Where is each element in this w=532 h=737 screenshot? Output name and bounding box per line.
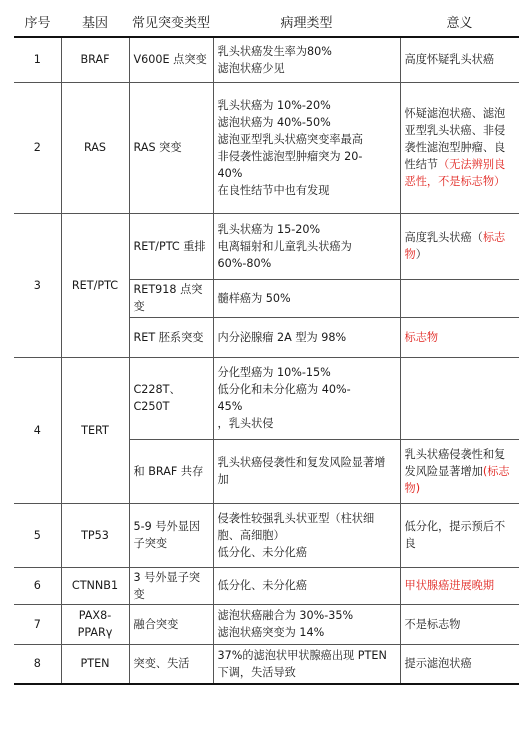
header-significance: 意义 — [400, 7, 519, 37]
pathology-cell — [213, 213, 400, 279]
header-mutation-type: 常见突变类型 — [129, 7, 213, 37]
pathology-line: 滤泡状癌少见 — [217, 61, 285, 75]
pathology-line: 乳头状癌侵袭性和复发风险显著增加 — [217, 456, 386, 486]
significance-cell: 不是标志物 — [400, 604, 519, 644]
row-number: 8 — [14, 644, 61, 684]
significance-text: 怀疑滤泡状癌、滤泡亚型乳头状癌、非侵袭性滤泡型肿瘤、良性结节 — [404, 107, 506, 171]
pathology-cell — [213, 644, 400, 684]
table-row — [14, 82, 519, 213]
significance-marker: 标志物 — [404, 231, 506, 261]
gene-cell: TERT — [61, 357, 129, 503]
mutation-cell: RET918 点突变 — [129, 279, 213, 317]
mutation-cell: 和 BRAF 共存 — [129, 439, 213, 503]
gene-cell: TP53 — [61, 503, 129, 567]
table-row — [14, 644, 519, 684]
pathology-cell — [213, 37, 400, 82]
pathology-line: 60%-80% — [217, 256, 272, 270]
table-row — [14, 357, 519, 439]
significance-cell: 高度怀疑乳头状癌 — [400, 37, 519, 82]
pathology-cell — [213, 567, 400, 604]
significance-marker: 甲状腺癌进展晚期 — [404, 579, 495, 592]
table-row — [14, 213, 519, 279]
pathology-cell — [213, 503, 400, 567]
row-number: 1 — [14, 37, 61, 82]
table-row — [14, 604, 519, 644]
header-number: 序号 — [14, 7, 61, 37]
mutation-cell: 5-9 号外显因子突变 — [129, 503, 213, 567]
significance-note: （无法辨别良恶性，不是标志物） — [404, 158, 506, 188]
pathology-line: 乳头状癌发生率为80% — [217, 44, 332, 58]
row-number: 3 — [14, 213, 61, 357]
significance-text-end: ） — [415, 248, 427, 261]
significance-cell: 低分化，提示预后不良 — [400, 503, 519, 567]
gene-cell: BRAF — [61, 37, 129, 82]
mutation-cell: RET/PTC 重排 — [129, 213, 213, 279]
pathology-line: 侵袭性较强乳头状亚型（柱状细胞、高细胞） — [217, 511, 375, 542]
pathology-line: 乳头状癌为 15-20% — [217, 222, 321, 236]
row-number: 2 — [14, 82, 61, 213]
table-header-row — [14, 7, 519, 37]
pathology-line: 乳头状癌为 10%-20% — [217, 98, 331, 112]
pathology-line: 滤泡状癌突变为 14% — [217, 626, 325, 639]
pathology-line: 低分化和未分化癌为 40%- — [217, 383, 351, 396]
significance-cell: 提示滤泡状癌 — [400, 644, 519, 684]
gene-cell: PTEN — [61, 644, 129, 684]
significance-marker: (标志物) — [404, 464, 510, 495]
pathology-line: 滤泡状癌融合为 30%-35% — [217, 609, 354, 622]
significance-text: 高度乳头状癌（ — [404, 231, 483, 244]
pathology-line: 滤泡亚型乳头状癌突变率最高 — [217, 132, 363, 146]
pathology-line: 在良性结节中也有发现 — [217, 183, 330, 197]
row-number: 5 — [14, 503, 61, 567]
pathology-line: 滤泡状癌为 40%-50% — [217, 115, 331, 129]
header-gene: 基因 — [61, 7, 129, 37]
pathology-line: 37%的滤泡状甲状腺癌出现 PTEN 下调，失活导致 — [217, 648, 387, 679]
gene-cell: RAS — [61, 82, 129, 213]
pathology-line: 髓样癌为 50% — [217, 291, 291, 305]
gene-cell: RET/PTC — [61, 213, 129, 357]
mutation-cell: RAS 突变 — [129, 82, 213, 213]
mutation-cell: 融合突变 — [129, 604, 213, 644]
significance-cell — [400, 439, 519, 503]
pathology-cell — [213, 604, 400, 644]
table-row — [14, 37, 519, 82]
pathology-cell — [213, 82, 400, 213]
mutation-cell: RET 胚系突变 — [129, 317, 213, 357]
gene-mutation-table — [14, 7, 519, 685]
significance-cell — [400, 82, 519, 213]
pathology-cell — [213, 439, 400, 503]
significance-cell — [400, 357, 519, 439]
row-number: 7 — [14, 604, 61, 644]
significance-text: 乳头状癌侵袭性和复发风险显著增加 — [404, 447, 506, 478]
pathology-line: 低分化、未分化癌 — [217, 579, 308, 592]
row-number: 6 — [14, 567, 61, 604]
table-row — [14, 503, 519, 567]
pathology-line: 低分化、未分化癌 — [217, 545, 308, 559]
pathology-cell — [213, 317, 400, 357]
pathology-line: 40% — [217, 166, 243, 180]
mutation-cell: 3 号外显子突变 — [129, 567, 213, 604]
significance-cell — [400, 567, 519, 604]
pathology-line: 非侵袭性滤泡型肿瘤突为 20- — [217, 149, 363, 163]
pathology-line: 电离辐射和儿童乳头状癌为 — [217, 239, 352, 253]
significance-cell — [400, 317, 519, 357]
pathology-line: ，乳头状侵 — [217, 417, 274, 430]
significance-marker: 标志物 — [404, 330, 439, 344]
mutation-cell: 突变、失活 — [129, 644, 213, 684]
header-pathology-type: 病理类型 — [213, 7, 400, 37]
mutation-cell: C228T、C250T — [129, 357, 213, 439]
pathology-cell — [213, 279, 400, 317]
significance-cell — [400, 213, 519, 279]
pathology-line: 45% — [217, 400, 243, 413]
row-number: 4 — [14, 357, 61, 503]
pathology-cell — [213, 357, 400, 439]
mutation-cell: V600E 点突变 — [129, 37, 213, 82]
significance-cell — [400, 279, 519, 317]
pathology-line: 分化型癌为 10%-15% — [217, 366, 331, 379]
table-row — [14, 567, 519, 604]
gene-cell: PAX8-PPARγ — [61, 604, 129, 644]
pathology-line: 内分泌腺瘤 2A 型为 98% — [217, 330, 347, 344]
gene-cell: CTNNB1 — [61, 567, 129, 604]
